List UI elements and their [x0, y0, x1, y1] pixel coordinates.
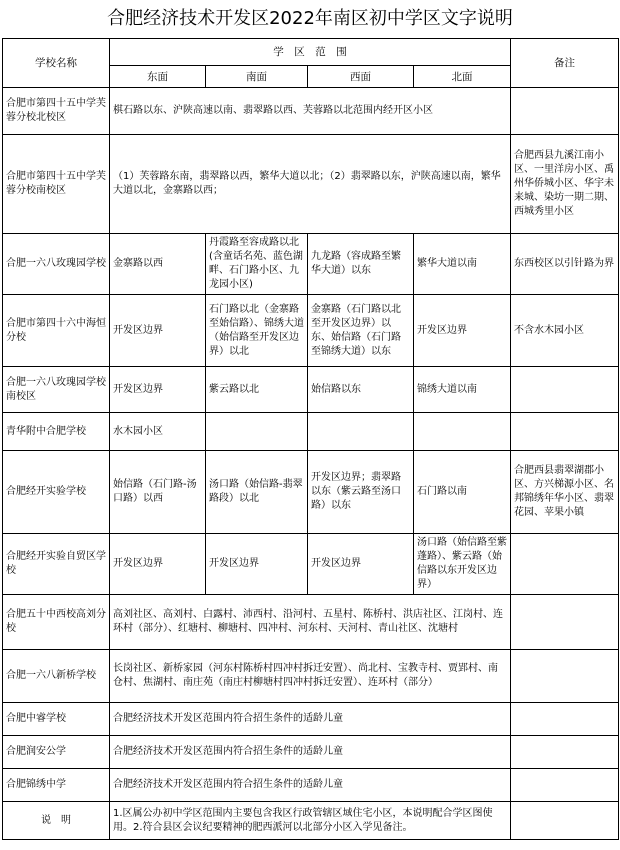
note-cell	[511, 802, 619, 840]
header-north: 北面	[414, 66, 511, 88]
south-cell: 石门路以北（金寨路至始信路）、锦绣大道（始信路至开发区边界）以北	[206, 295, 308, 367]
table-row	[3, 736, 619, 769]
east-cell: 开发区边界	[110, 295, 206, 367]
note-cell	[511, 769, 619, 802]
school-name: 合肥市第四十五中学芙蓉分校南校区	[3, 135, 110, 234]
east-cell: 金寨路以西	[110, 234, 206, 295]
north-cell: 开发区边界	[414, 295, 511, 367]
east-cell: 开发区边界	[110, 367, 206, 413]
west-cell: 开发区边界；翡翠路以东（紫云路至汤口路）以东	[308, 451, 414, 534]
note-cell	[511, 595, 619, 650]
school-name: 合肥五十中西校高刘分校	[3, 595, 110, 650]
range-text: 合肥经济技术开发区范围内符合招生条件的适龄儿童	[110, 703, 511, 736]
note-cell: 合肥西县翡翠湖郡小区、方兴梯源小区、名邦锦绣年华小区、翡翠花园、苹果小镇	[511, 451, 619, 534]
note-cell: 不含水木园小区	[511, 295, 619, 367]
header-east: 东面	[110, 66, 206, 88]
east-cell: 水木园小区	[110, 413, 206, 451]
north-cell: 繁华大道以南	[414, 234, 511, 295]
east-cell: 开发区边界	[110, 534, 206, 595]
note-cell	[511, 534, 619, 595]
school-name: 合肥经开实验学校	[3, 451, 110, 534]
note-cell: 东西校区以引针路为界	[511, 234, 619, 295]
table-row	[3, 88, 619, 135]
note-cell: 合肥西县九溪江南小区、一里洋房小区、禹州华侨城小区、华宇未来城、染坊一期二期、西城秀里小区	[511, 135, 619, 234]
range-text: 高刘社区、高刘村、白露村、沛西村、沿河村、五星村、陈桥村、洪店社区、江岗村、连环村（部分）、红塘村、柳塘村、四冲村、河东村、天河村、青山社区、沈塘村	[110, 595, 511, 650]
note-cell	[511, 413, 619, 451]
note-cell	[511, 650, 619, 703]
table-row	[3, 413, 619, 451]
header-south: 南面	[206, 66, 308, 88]
west-cell: 金寨路（石门路以北至开发区边界）以东、始信路（石门路至锦绣大道）以东	[308, 295, 414, 367]
range-text: （1）芙蓉路东南，翡翠路以西，繁华大道以北；（2）翡翠路以东，沪陕高速以南，繁华大道以北，金寨路以西；	[110, 135, 511, 234]
west-cell: 九龙路（容成路至繁华大道）以东	[308, 234, 414, 295]
table-row	[3, 367, 619, 413]
west-cell: 始信路以东	[308, 367, 414, 413]
range-text: 合肥经济技术开发区范围内符合招生条件的适龄儿童	[110, 769, 511, 802]
note-cell	[511, 736, 619, 769]
school-name: 合肥经开实验自贸区学校	[3, 534, 110, 595]
north-cell	[414, 413, 511, 451]
table-row	[3, 295, 619, 367]
range-text: 长岗社区、新桥家园（河东村陈桥村四冲村拆迁安置）、尚北村、宝教寺村、贾郢村、南仓村、焦湖村、南庄苑（南庄村柳塘村四冲村拆迁安置）、连环村（部分）	[110, 650, 511, 703]
header-note: 备注	[511, 39, 619, 88]
east-cell: 始信路（石门路-汤口路）以西	[110, 451, 206, 534]
note-cell	[511, 703, 619, 736]
range-text: 棋石路以东、沪陕高速以南、翡翠路以西、芙蓉路以北范围内经开区小区	[110, 88, 511, 135]
south-cell: 汤口路（始信路-翡翠路段）以北	[206, 451, 308, 534]
table-row	[3, 135, 619, 234]
school-name: 青华附中合肥学校	[3, 413, 110, 451]
table-row	[3, 534, 619, 595]
north-cell: 石门路以南	[414, 451, 511, 534]
table-row	[3, 703, 619, 736]
header-school: 学校名称	[3, 39, 110, 88]
explanation-row	[3, 802, 619, 840]
school-name: 合肥一六八玫瑰园学校	[3, 234, 110, 295]
school-name: 合肥市第四十六中海恒分校	[3, 295, 110, 367]
district-table	[2, 38, 619, 840]
explanation-text: 1.区属公办初中学区范围内主要包含我区行政管辖区域住宅小区，本说明配合学区图使用。2.符合县区会议纪要精神的肥西派河以北部分小区入学见备注。	[110, 802, 511, 840]
school-name: 合肥一六八玫瑰园学校南校区	[3, 367, 110, 413]
header-range: 学 区 范 围	[110, 39, 511, 66]
south-cell	[206, 413, 308, 451]
header-west: 西面	[308, 66, 414, 88]
west-cell	[308, 413, 414, 451]
north-cell: 锦绣大道以南	[414, 367, 511, 413]
table-row	[3, 650, 619, 703]
table-row	[3, 769, 619, 802]
west-cell: 开发区边界	[308, 534, 414, 595]
page-title: 合肥经济技术开发区2022年南区初中学区文字说明	[107, 8, 513, 29]
south-cell: 开发区边界	[206, 534, 308, 595]
explanation-label: 说 明	[3, 802, 110, 840]
school-name: 合肥中睿学校	[3, 703, 110, 736]
school-name: 合肥润安公学	[3, 736, 110, 769]
note-cell	[511, 367, 619, 413]
school-name: 合肥一六八新桥学校	[3, 650, 110, 703]
table-row	[3, 595, 619, 650]
school-name: 合肥锦绣中学	[3, 769, 110, 802]
school-name: 合肥市第四十五中学芙蓉分校北校区	[3, 88, 110, 135]
north-cell: 汤口路（始信路至紫蓬路）、紫云路（始信路以东开发区边界）	[414, 534, 511, 595]
note-cell	[511, 88, 619, 135]
range-text: 合肥经济技术开发区范围内符合招生条件的适龄儿童	[110, 736, 511, 769]
south-cell: 紫云路以北	[206, 367, 308, 413]
table-row	[3, 234, 619, 295]
south-cell: 丹霞路至容成路以北(含童话名苑、蓝色湖畔、石门路小区、九龙园小区)	[206, 234, 308, 295]
table-row	[3, 451, 619, 534]
